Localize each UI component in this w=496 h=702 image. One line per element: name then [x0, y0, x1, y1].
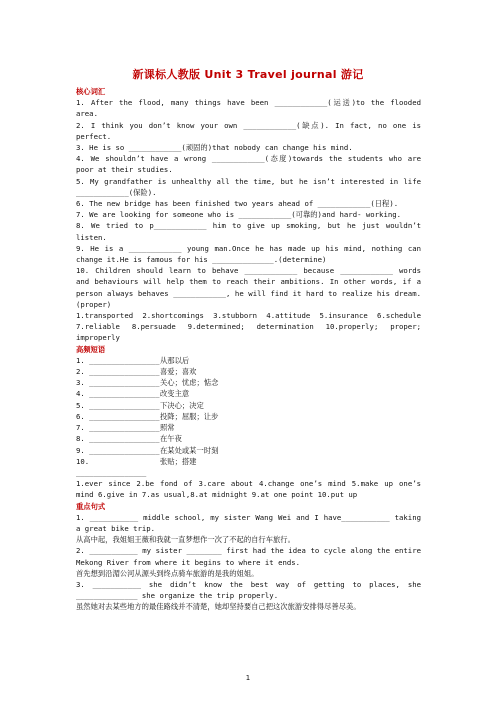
- phrase-item: 5. ________________ 下决心；决定: [76, 400, 204, 410]
- vocab-question: 3. He is so ____________(顽固的)that nobody can change his mind.: [76, 143, 353, 153]
- sentence-translation: 从高中起，我姐姐王薇和我就一直梦想作一次了不起的自行车旅行。: [76, 535, 295, 545]
- phrase-item: 8. ________________ 在午夜: [76, 434, 182, 444]
- vocab-question: 1. After the flood, many things have been ____________(运送)to the flooded area.: [76, 98, 421, 119]
- page-number: 1: [245, 674, 251, 682]
- phrase-item: 2. ________________ 喜爱；喜欢: [76, 367, 197, 377]
- sentence-question: 2. ___________ my sister ________ first had the idea to cycle along the entire Mekong River from where it begins to where it ends.: [76, 546, 421, 567]
- vocab-question: 6. The new bridge has been finished two years ahead of ____________(日程).: [76, 199, 399, 209]
- phrase-item: 3. ________________ 关心；忧虑；惦念: [76, 378, 219, 388]
- phrase-item: 1. ________________ 从那以后: [76, 355, 190, 365]
- vocab-question: 2. I think you don’t know your own ____________(缺点). In fact, no one is perfect.: [76, 120, 421, 141]
- sentence-question: 1. ___________ middle school, my sister Wang Wei and I have___________ taking a great bike trip.: [76, 512, 421, 533]
- document-body: [76, 86, 421, 613]
- phrase-item: 7. ________________ 照常: [76, 423, 175, 433]
- vocab-question: 4. We shouldn’t have a wrong ____________(态度)towards the students who are poor at their studies.: [76, 154, 421, 175]
- vocab-answers: 1.transported 2.shortcomings 3.stubborn 4.attitude 5.insurance 6.schedule 7.reliable 8.persuade 9.determined; determination 10.properly; proper; improperly: [76, 311, 421, 343]
- phrase-item: 9. ________________ 在某处或某一时刻: [76, 445, 219, 455]
- vocab-question: 5. My grandfather is unhealthy all the time, but he isn’t interested in life ____________(保险).: [76, 176, 421, 197]
- vocab-question: 10. Children should learn to behave ____________ because ____________ words and behaviours will help them to reach their ambitions. In other words, if a person always behaves ____________, he will find it hard to realize his dream.(proper): [76, 266, 421, 309]
- sentence-translation: 虽然她对去某些地方的最佳路线并不清楚，她却坚持要自己把这次旅游安排得尽善尽美。: [76, 602, 361, 612]
- phrase-item: 4. ________________ 改变主意: [76, 389, 190, 399]
- sentence-translation: 首先想到沿湄公河从源头到终点骑车旅游的是我的姐姐。: [76, 568, 259, 578]
- phrase-item: 10. ________________ 张贴；搭建: [76, 456, 197, 477]
- phrase-answers: 1.ever since 2.be fond of 3.care about 4.change one’s mind 5.make up one’s mind 6.give in 7.as usual,8.at midnight 9.at one point 10.put up: [76, 479, 421, 500]
- vocab-question: 8. We tried to p____________ him to give up smoking, but he just wouldn’t listen.: [76, 221, 421, 242]
- section-heading-phrases: 高频短语: [76, 344, 106, 354]
- vocab-question: 9. He is a ____________ young man.Once he has made up his mind, nothing can change it.He is famous for his ______________.(determine): [76, 243, 421, 265]
- section-heading-sentences: 重点句式: [76, 501, 106, 511]
- sentence-question: 3. ___________ she didn’t know the best way of getting to places, she ______________ she organize the trip properly.: [76, 579, 421, 601]
- vocab-question: 7. We are looking for someone who is ____________(可靠的)and hard- working.: [76, 210, 402, 220]
- phrase-item: 6. ________________ 投降；屈服；让步: [76, 411, 219, 421]
- section-heading-vocabulary: 核心词汇: [76, 87, 106, 96]
- document-title: 新课标人教版 Unit 3 Travel journal 游记: [132, 68, 364, 81]
